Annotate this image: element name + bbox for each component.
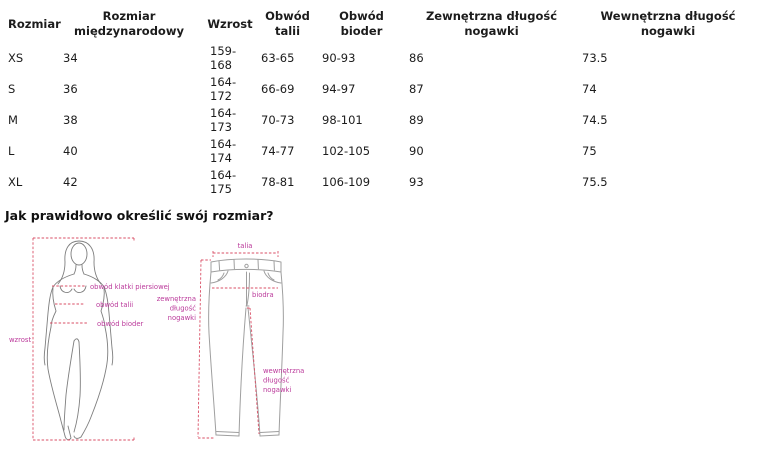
outer-leg-label-line3: nogawki [167,314,196,322]
table-row [0,167,758,198]
cell-height: 164-173 [210,105,237,134]
figure-hair-left [58,241,79,284]
jeans-left-leg-outer [209,272,216,435]
trouser-waist-measure-line [213,251,278,257]
cell-hips: 90-93 [322,50,356,65]
cell-outer-leg: 87 [409,81,424,96]
cell-waist: 66-69 [261,81,295,96]
figure-left-leg [47,327,65,436]
cell-international-size: 36 [63,81,78,96]
cell-inner-leg: 75.5 [582,174,608,189]
cell-waist: 78-81 [261,174,295,189]
height-measure-frame [33,238,134,440]
jeans-right-pocket [264,271,281,283]
figure-hair-right [79,241,101,284]
trousers-sketch [209,259,284,436]
cell-international-size: 38 [63,112,78,127]
table-row [0,105,758,136]
table-row [0,43,758,74]
cell-hips: 106-109 [322,174,371,189]
size-table [0,5,758,198]
cell-inner-leg: 75 [582,143,597,158]
figure-right-leg-inner [74,342,80,432]
figure-left-leg-inner [64,341,74,430]
figure-right-leg [81,327,108,437]
cell-size: M [8,112,18,127]
outer-leg-label-line2: długość [169,304,196,313]
figure-right-foot [74,436,81,438]
cell-outer-leg: 86 [409,50,424,65]
figure-head [71,243,87,265]
cell-height: 159-168 [210,43,237,72]
measurement-lines [33,238,278,440]
figure-height-label: wzrost [9,336,32,344]
trouser-waist-label: talia [237,242,253,250]
cell-size: XS [8,50,24,65]
figure-hip-label: obwód bioder [97,320,144,328]
figure-waist-label: obwód talii [96,301,134,309]
outer-leg-measure-line [198,260,215,438]
table-row [0,74,758,105]
cell-international-size: 40 [63,143,78,158]
jeans-right-leg-outer [279,272,283,435]
jeans-fly [247,272,250,306]
cell-height: 164-175 [210,167,237,196]
jeans-button [245,264,248,267]
cell-outer-leg: 93 [409,174,424,189]
figure-left-foot [65,426,71,440]
cell-size: S [8,81,16,96]
col-header-hips: Obwód bioder [339,9,384,38]
figure-neck [74,265,84,274]
inner-leg-label-line3: nogawki [263,386,292,394]
size-guide-heading: Jak prawidłowo określić swój rozmiar? [5,208,274,223]
figure-crotch [74,339,79,342]
jeans-left-inseam [239,308,246,436]
cell-size: L [8,143,15,158]
table-row [0,136,758,167]
col-header-waist: Obwód talii [265,9,310,38]
cell-waist: 70-73 [261,112,295,127]
jeans-waistband [211,259,281,272]
cell-hips: 102-105 [322,143,371,158]
cell-inner-leg: 74 [582,81,597,96]
col-header-size: Rozmiar [8,16,61,31]
cell-international-size: 42 [63,174,78,189]
cell-size: XL [8,174,23,189]
female-figure-sketch [44,241,113,440]
col-header-inner-leg-length: Wewnętrzna długość nogawki [600,9,736,38]
col-header-outer-leg-length: Zewnętrzna długość nogawki [425,9,558,38]
cell-hips: 94-97 [322,81,356,96]
jeans-left-pocket [211,271,228,283]
outer-leg-label-line1: zewnętrzna [156,295,196,303]
cell-hips: 98-101 [322,112,363,127]
cell-waist: 63-65 [261,50,295,65]
cell-waist: 74-77 [261,143,295,158]
cell-height: 164-174 [210,136,237,165]
measurement-diagram [0,229,340,454]
cell-height: 164-172 [210,74,237,103]
figure-chest-label: obwód klatki piersiowej [90,283,170,291]
inner-leg-measure-line [247,308,259,434]
inner-leg-label-line2: długość [263,376,290,385]
cell-inner-leg: 74.5 [582,112,608,127]
header-row [0,5,758,43]
jeans-hems [216,432,279,437]
trouser-hip-label: biodra [252,291,274,299]
cell-international-size: 34 [63,50,78,65]
col-header-international-size: Rozmiar międzynarodowy [74,9,184,38]
col-header-height: Wzrost [207,16,253,31]
figure-bust [60,286,86,293]
figure-left-arm [44,274,74,365]
cell-outer-leg: 90 [409,143,424,158]
cell-outer-leg: 89 [409,112,424,127]
inner-leg-label-line1: wewnętrzna [263,367,305,375]
figure-torso-left [51,287,56,327]
cell-inner-leg: 73.5 [582,50,608,65]
